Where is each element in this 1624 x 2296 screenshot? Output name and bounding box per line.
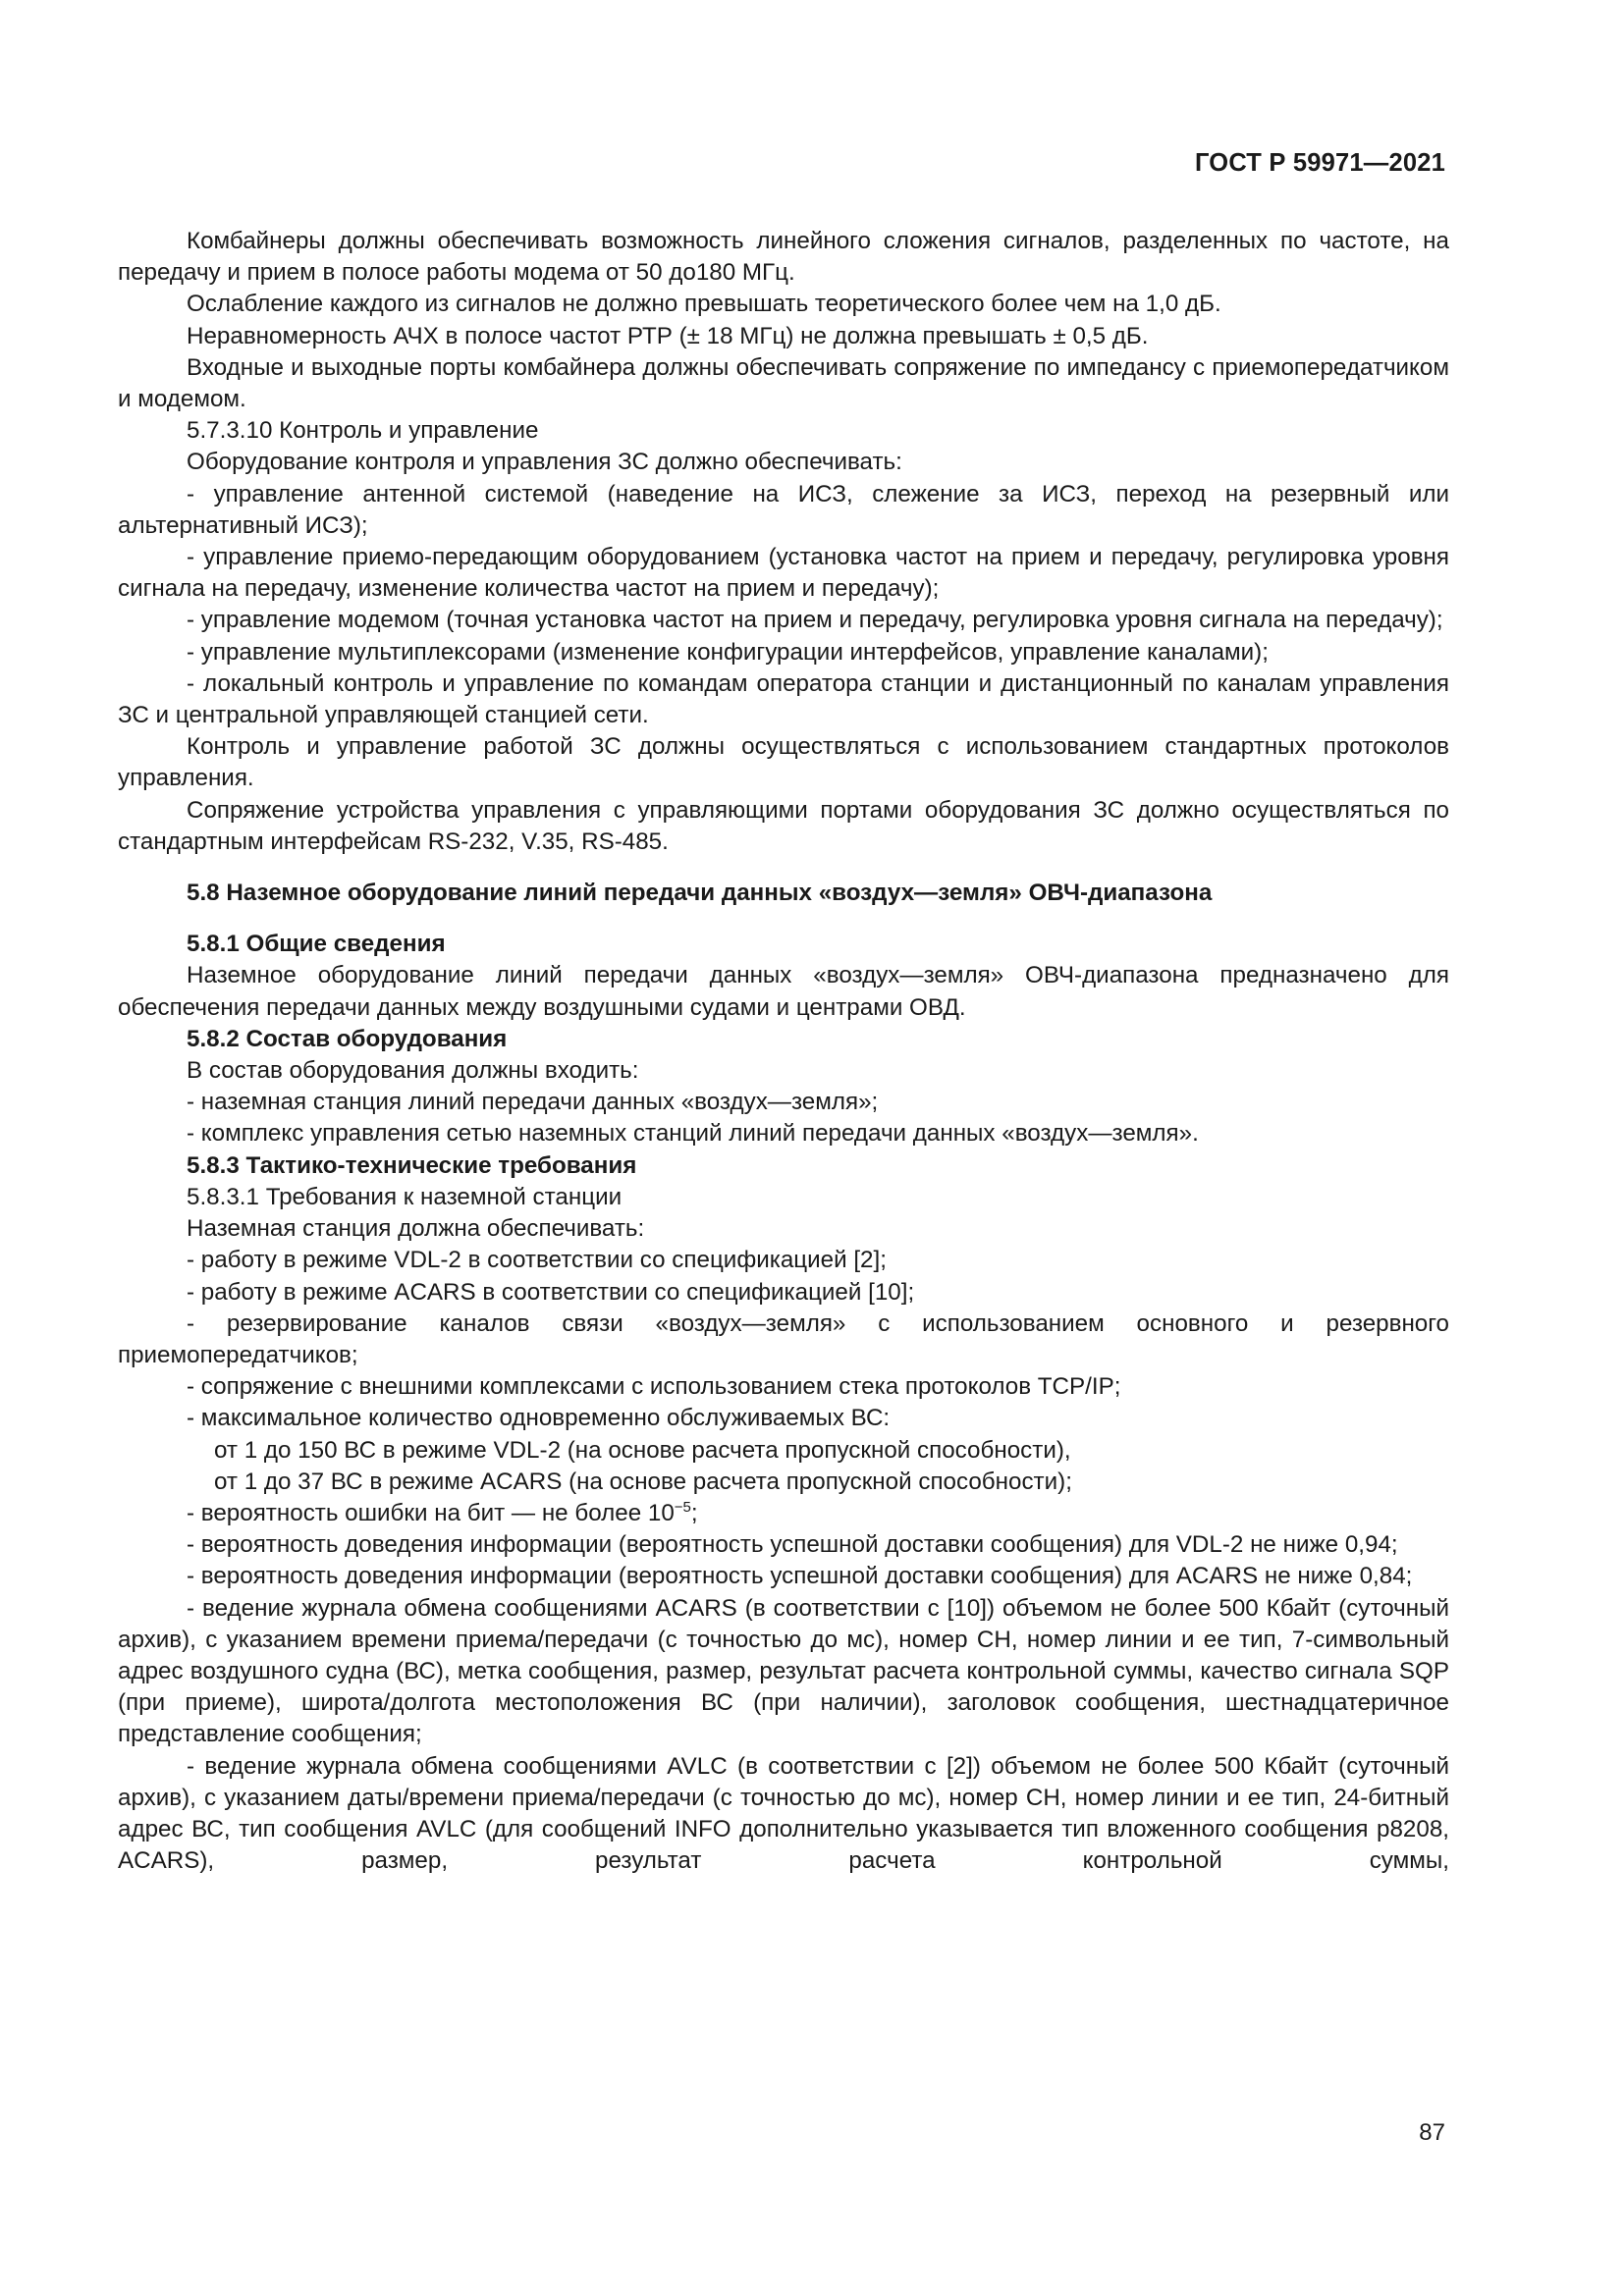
- sub-item-acars-capacity: от 1 до 37 ВС в режиме ACARS (на основе расчета пропускной способности);: [214, 1468, 1072, 1495]
- section-5-7-3-10-title: 5.7.3.10 Контроль и управление: [187, 417, 539, 445]
- list-item-antenna-control: - управление антенной системой (наведение на ИСЗ, слежение за ИСЗ, переход на резервный или альтернативный ИСЗ);: [118, 480, 1449, 539]
- sub-item-vdl2-capacity: от 1 до 150 ВС в режиме VDL-2 (на основе расчета пропускной способности),: [214, 1436, 1071, 1464]
- paragraph-combiners: Комбайнеры должны обеспечивать возможность линейного сложения сигналов, разделенных по частоте, на передачу и прием в полосе работы модема от 50 до180 МГц.: [118, 228, 1449, 287]
- paragraph-frequency-response: Неравномерность АЧХ в полосе частот РТР (± 18 МГц) не должна превышать ± 0,5 дБ.: [187, 322, 1149, 349]
- list-item-acars-mode: - работу в режиме ACARS в соответствии со спецификацией [10];: [187, 1278, 915, 1306]
- section-5-8-heading: 5.8 Наземное оборудование линий передачи данных «воздух—земля» ОВЧ-диапазона: [187, 880, 1213, 907]
- list-item-vdl2-delivery: - вероятность доведения информации (вероятность успешной доставки сообщения) для VDL-2 не ниже 0,94;: [187, 1531, 1398, 1559]
- paragraph-combiner-ports: Входные и выходные порты комбайнера должны обеспечивать сопряжение по импедансу с приемопередатчиком и модемом.: [118, 353, 1449, 413]
- list-item-channel-redundancy: - резервирование каналов связи «воздух—земля» с использованием основного и резервного приемопередатчиков;: [118, 1309, 1449, 1368]
- list-item-ground-station: - наземная станция линий передачи данных «воздух—земля»;: [187, 1089, 879, 1116]
- list-item-multiplexer-control: - управление мультиплексорами (изменение конфигурации интерфейсов, управление каналами);: [187, 638, 1269, 666]
- bit-error-text: - вероятность ошибки на бит — не более 10: [187, 1499, 675, 1526]
- list-item-transceiver-control: - управление приемо-передающим оборудованием (установка частот на прием и передачу, регулировка уровня сигнала на передачу, изменение количества частот на прием и передачу);: [118, 544, 1449, 603]
- list-item-network-management: - комплекс управления сетью наземных станций линий передачи данных «воздух—земля».: [187, 1120, 1199, 1148]
- section-5-8-1-heading: 5.8.1 Общие сведения: [187, 931, 446, 958]
- bit-error-exponent: −5: [674, 1498, 691, 1516]
- page-number: 87: [1419, 2119, 1445, 2146]
- page-body: [118, 226, 1449, 1877]
- list-item-modem-control: - управление модемом (точная установка частот на прием и передачу, регулировка уровня сигнала на передачу);: [187, 607, 1443, 634]
- list-item-tcpip-interface: - сопряжение с внешними комплексами с использованием стека протоколов TCP/IP;: [187, 1373, 1121, 1401]
- paragraph-interfaces: Сопряжение устройства управления с управляющими портами оборудования ЗС должно осуществляться по стандартным интерфейсам RS-232, V.35, RS-485.: [118, 796, 1449, 855]
- list-item-avlc-log: - ведение журнала обмена сообщениями AVLC (в соответствии с [2]) объемом не более 500 Кбайт (суточный архив), с указанием даты/времени приема/передачи (с точностью до мс), номер СН, номер линии и ее тип, 24-битный адрес ВС, тип сообщения AVLC (для сообщений INFO дополнительно указывается тип вложенного сообщения p8208, ACARS), размер, результат расчета контрольной суммы,: [118, 1752, 1449, 1875]
- paragraph-composition-intro: В состав оборудования должны входить:: [187, 1057, 639, 1085]
- list-item-vdl2-mode: - работу в режиме VDL-2 в соответствии со спецификацией [2];: [187, 1247, 887, 1274]
- paragraph-general-info: Наземное оборудование линий передачи данных «воздух—земля» ОВЧ-диапазона предназначено для обеспечения передачи данных между воздушными судами и центрами ОВД.: [118, 962, 1449, 1021]
- paragraph-attenuation: Ослабление каждого из сигналов не должно превышать теоретического более чем на 1,0 дБ.: [187, 291, 1221, 318]
- list-item-local-control: - локальный контроль и управление по командам оператора станции и дистанционный по каналам управления ЗС и центральной управляющей станцией сети.: [118, 669, 1449, 729]
- document-code-header: ГОСТ Р 59971—2021: [1194, 149, 1445, 177]
- list-item-max-aircraft: - максимальное количество одновременно обслуживаемых ВС:: [187, 1405, 891, 1432]
- paragraph-station-intro: Наземная станция должна обеспечивать:: [187, 1215, 645, 1243]
- section-5-8-3-1-title: 5.8.3.1 Требования к наземной станции: [187, 1183, 623, 1210]
- section-5-8-2-heading: 5.8.2 Состав оборудования: [187, 1025, 508, 1052]
- list-item-acars-delivery: - вероятность доведения информации (вероятность успешной доставки сообщения) для ACARS не ниже 0,84;: [187, 1563, 1413, 1590]
- paragraph-standard-protocols: Контроль и управление работой ЗС должны осуществляться с использованием стандартных протоколов управления.: [118, 733, 1449, 792]
- bit-error-end: ;: [690, 1499, 698, 1526]
- section-5-8-3-heading: 5.8.3 Тактико-технические требования: [187, 1151, 637, 1179]
- list-item-bit-error-rate: [118, 1498, 1449, 1529]
- list-item-acars-log: - ведение журнала обмена сообщениями ACARS (в соответствии с [10]) объемом не более 500 Кбайт (суточный архив), с указанием времени приема/передачи (с точностью до мс), номер СН, номер линии и ее тип, 7-символьный адрес воздушного судна (ВС), метка сообщения, размер, результат расчета контрольной суммы, качество сигнала SQP (при приеме), широта/долгота местоположения ВС (при наличии), заголовок сообщения, шестнадцатеричное представление сообщения;: [118, 1594, 1449, 1748]
- paragraph-control-intro: Оборудование контроля и управления ЗС должно обеспечивать:: [187, 449, 902, 476]
